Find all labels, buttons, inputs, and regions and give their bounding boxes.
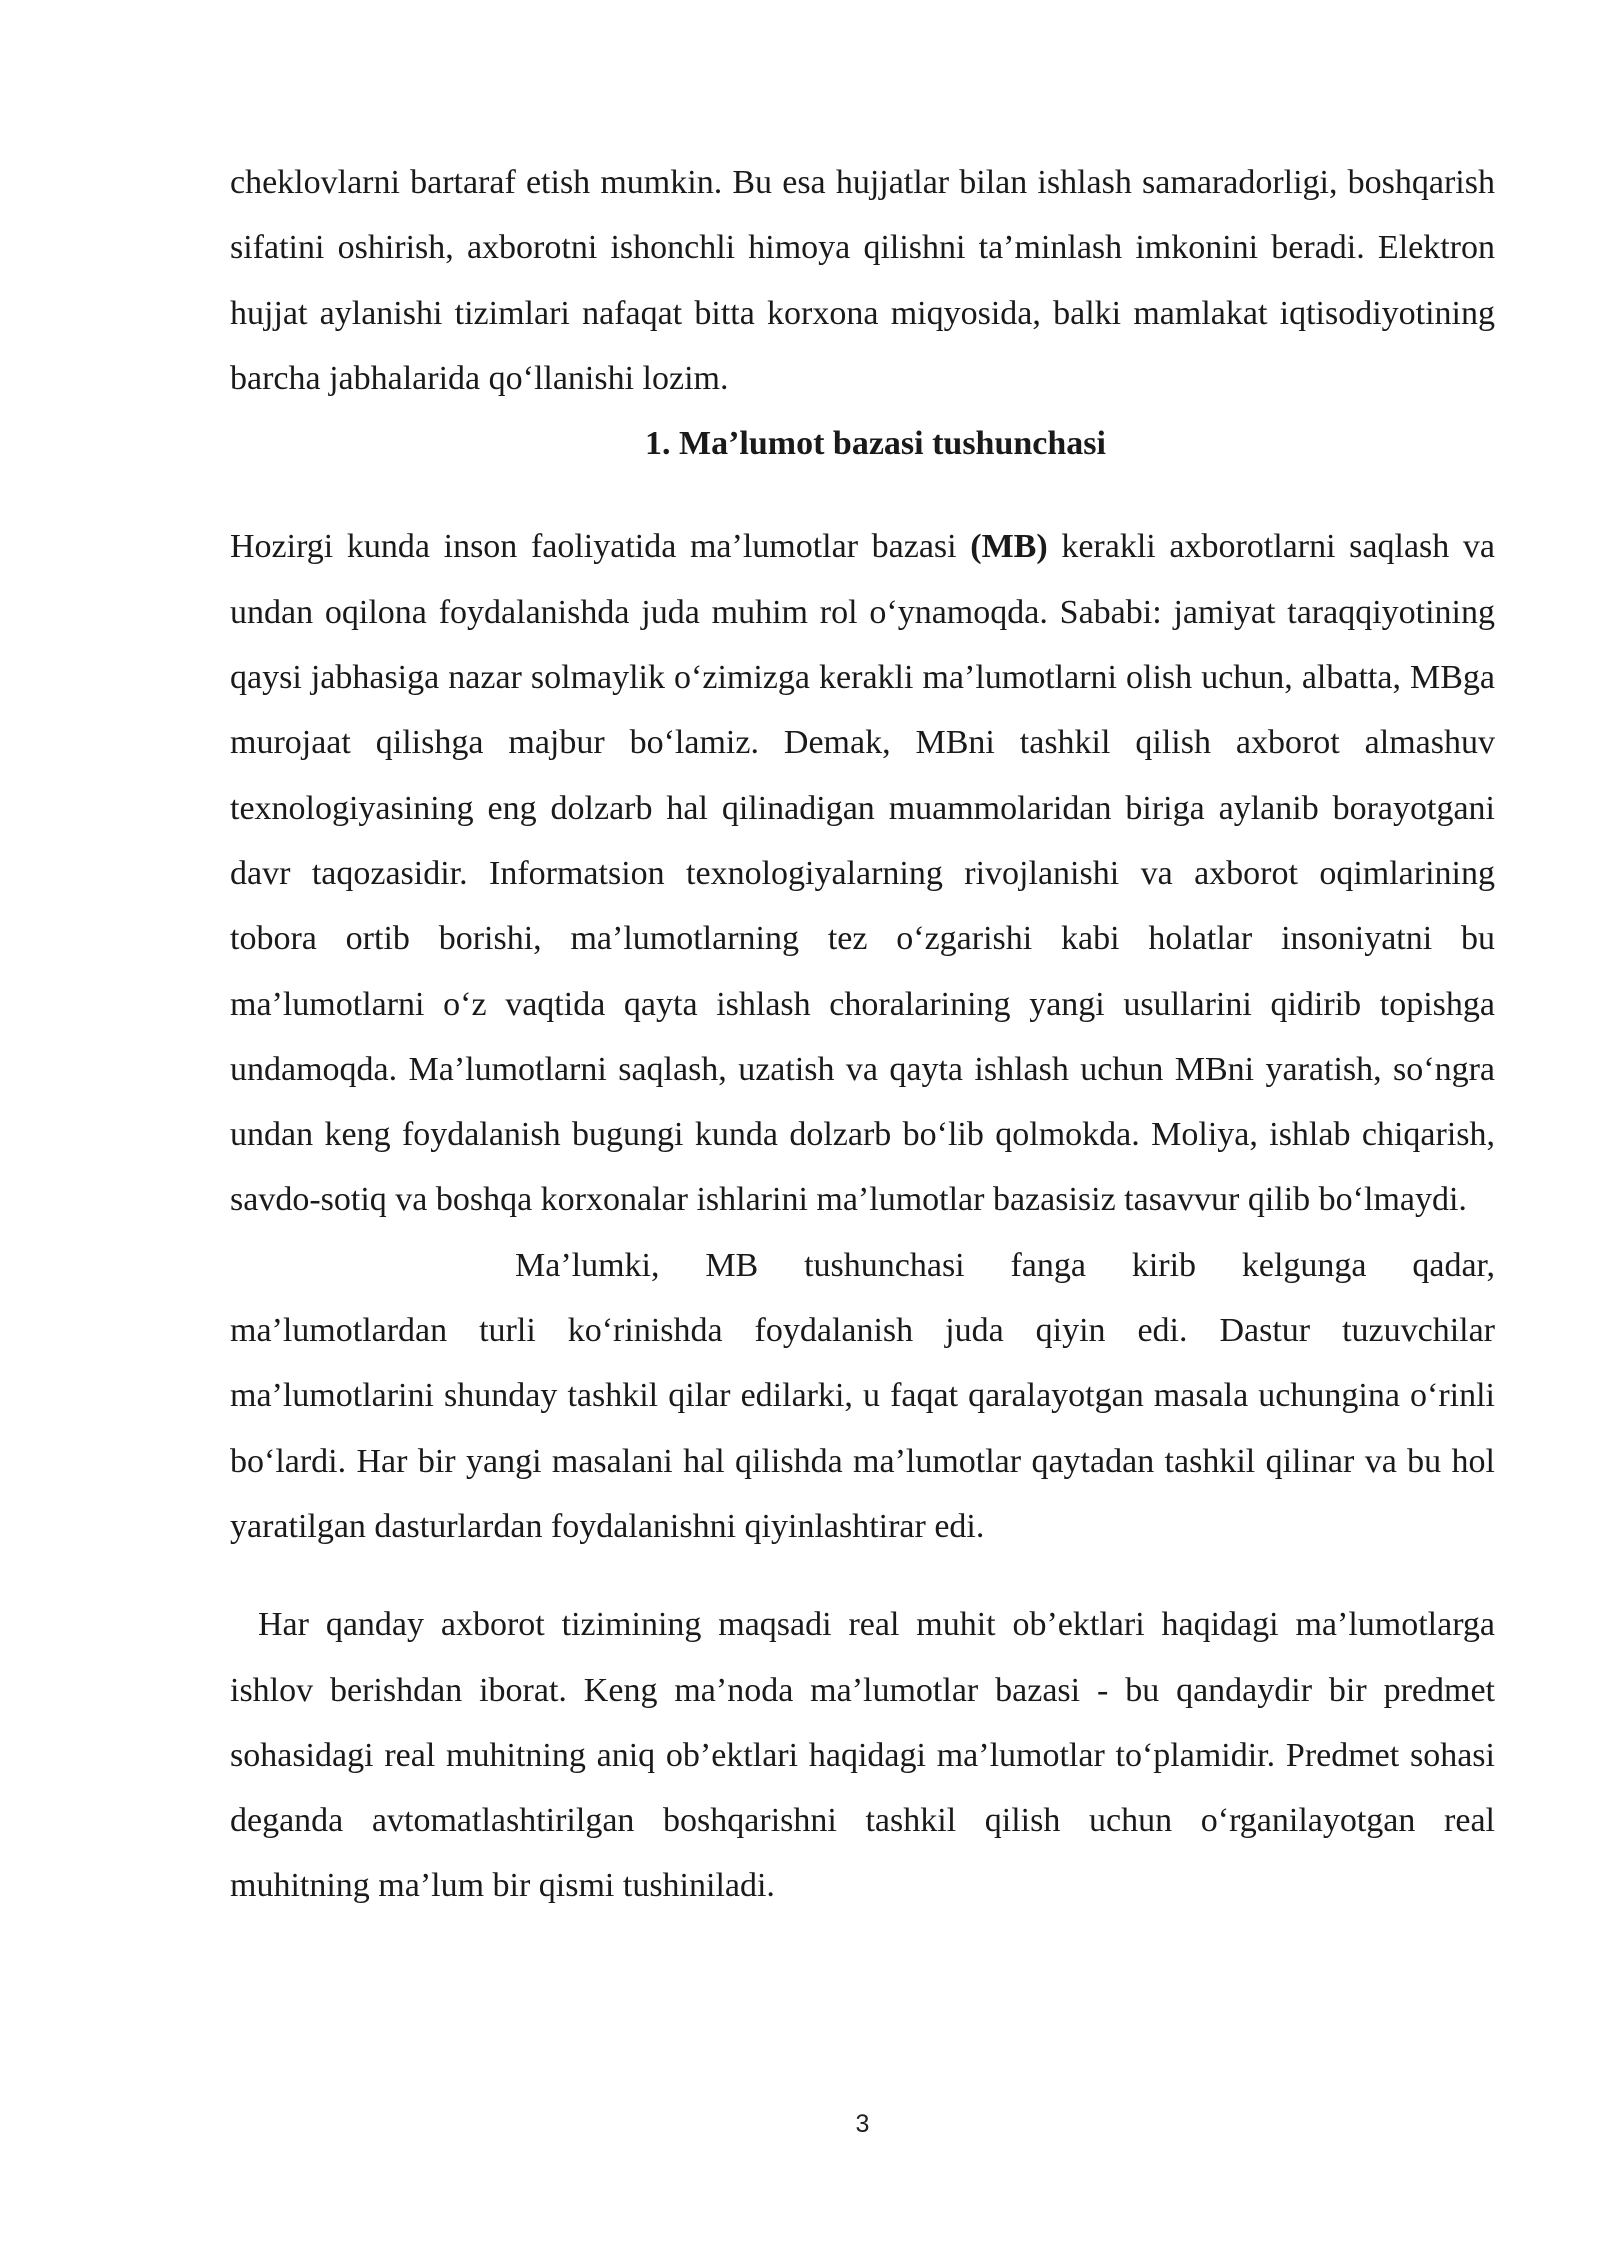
paragraph-text-end: kerakli axborotlarni saqlash va undan oqilona foydalanishda juda muhim rol o‘ynamoqda. Sababi: jamiyat taraqqiyotining qaysi jabhasiga nazar solmaylik o‘zimizga kerakli ma’lumotlarni olish uchun, albatta, MBga murojaat qilishga majbur bo‘lamiz. Demak, MBni tashkil qilish axborot almashuv texnologiyasining eng dolzarb hal qilinadigan muammolaridan biriga aylanib borayotgani davr taqozasidir. Informatsion texnologiyalarning rivojlanishi va axborot oqimlarining tobora ortib borishi, ma’lumotlarning tez o‘zgarishi kabi holatlar insoniyatni bu ma’lumotlarni o‘z vaqtida qayta ishlash choralarining yangi usullarini qidirib topishga undamoqda. Ma’lumotlarni saqlash, uzatish va qayta ishlash uchun MBni yaratish, so‘ngra undan keng foydalanish bugungi kunda dolzarb bo‘lib qolmokda. Moliya, ishlab chiqarish, savdo-sotiq va boshqa korxonalar ishlarini ma’lumotlar bazasisiz tasavvur qilib bo‘lmaydi. [230, 528, 1495, 1219]
paragraph-information-system: Har qanday axborot tizimining maqsadi real muhit ob’ektlari haqidagi ma’lumotlarga ishlov berishdan iborat. Keng ma’noda ma’lumotlar bazasi - bu qandaydir bir predmet sohasidagi real muhitning aniq ob’ektlari haqidagi ma’lumotlar to‘plamidir. Predmet sohasi deganda avtomatlashtirilgan boshqarishni tashkil qilish uchun o‘rganilayotgan real muhitning ma’lum bir qismi tushiniladi. [230, 1606, 1495, 1905]
page-number: 3 [855, 2110, 870, 2138]
paragraph-intro: cheklovlarni bartaraf etish mumkin. Bu esa hujjatlar bilan ishlash samaradorligi, boshqarish sifatini oshirish, axborotni ishonchli himoya qilishni ta’minlash imkonini beradi. Elektron hujjat aylanishi tizimlari nafaqat bitta korxona miqyosida, balki mamlakat iqtisodiyotining barcha jabhalarida qo‘llanishi lozim. [230, 164, 1495, 397]
paragraph-history: Ma’lumki, MB tushunchasi fanga kirib kelgunga qadar, ma’lumotlardan turli ko‘rinishda foydalanish juda qiyin edi. Dastur tuzuvchilar ma’lumotlarini shunday tashkil qilar edilarki, u faqat qaralayotgan masala uchungina o‘rinli bo‘lardi. Har bir yangi masalani hal qilishda ma’lumotlar qaytadan tashkil qilinar va bu hol yaratilgan dasturlardan foydalanishni qiyinlashtirar edi. [230, 1246, 1495, 1545]
paragraph-text-start: Hozirgi kunda inson faoliyatida ma’lumotlar bazasi [230, 528, 971, 566]
mb-abbreviation: (MB) [970, 528, 1048, 566]
document-page [230, 150, 1495, 1919]
section-heading: 1. Ma’lumot bazasi tushunchasi [645, 425, 1106, 463]
paragraph-database-importance [230, 514, 1495, 1232]
